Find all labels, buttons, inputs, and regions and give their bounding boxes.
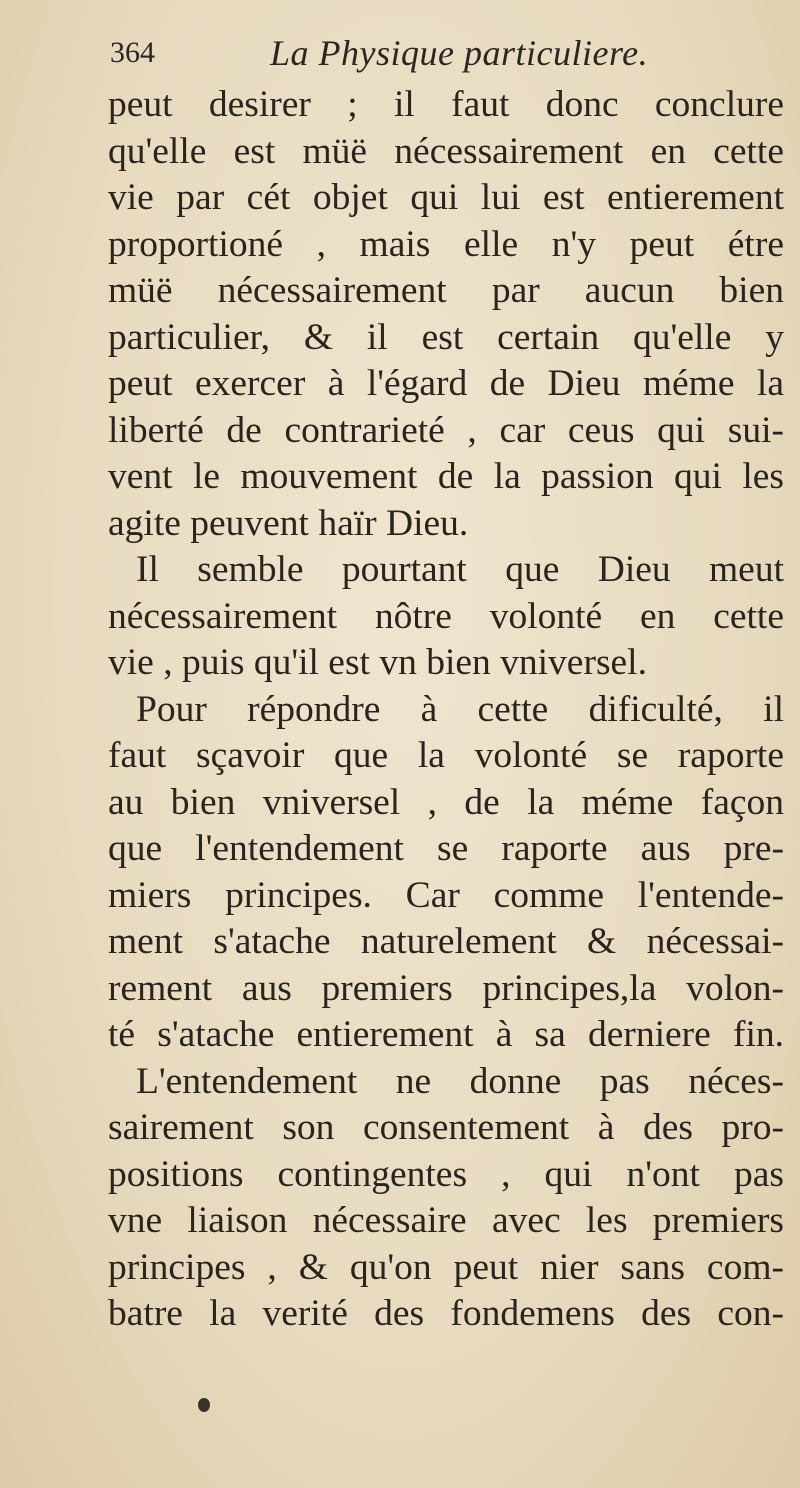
paragraph-start: Il semble pourtant que Dieu meut <box>136 549 784 590</box>
text-line: principes , & qu'on peut nier sans com- <box>108 1246 784 1288</box>
running-title: La Physique particuliere. <box>270 33 649 73</box>
text-line: proportioné , mais elle n'y peut étre <box>108 223 784 265</box>
ink-spot <box>198 1398 210 1412</box>
text-line: vent le mouvement de la passion qui les <box>108 456 784 497</box>
text-line: au bien vniversel , de la méme façon <box>108 781 784 823</box>
text-line: faut sçavoir que la volonté se raporte <box>108 735 784 776</box>
text-line: ment s'atache naturelement & nécessai- <box>108 921 784 962</box>
text-line: liberté de contrarieté , car ceus qui sui- <box>108 409 784 451</box>
text-line: nécessairement nôtre volonté en cette <box>108 595 784 637</box>
text-line: rement aus premiers principes,la volon- <box>108 967 784 1009</box>
body-text <box>108 82 784 1338</box>
text-line: particulier, & il est certain qu'elle y <box>108 316 784 358</box>
text-line: müë nécessairement par aucun bien <box>108 270 784 311</box>
text-line: positions contingentes , qui n'ont pas <box>108 1153 784 1195</box>
text-line: agite peuvent haïr Dieu. <box>108 502 469 544</box>
text-line: miers principes. Car comme l'entende- <box>108 874 784 916</box>
text-line: qu'elle est müë nécessairement en cette <box>108 130 784 172</box>
text-line: que l'entendement se raporte aus pre- <box>108 828 784 869</box>
paragraph-start: Pour répondre à cette dificulté, il <box>136 688 784 730</box>
text-line: vne liaison nécessaire avec les premiers <box>108 1200 784 1241</box>
page-header <box>110 30 770 82</box>
text-line: vie , puis qu'il est vn bien vniversel. <box>108 642 647 683</box>
text-line: sairement son consentement à des pro- <box>108 1107 784 1148</box>
text-line: batre la verité des fondemens des con- <box>108 1293 784 1334</box>
text-line: peut exercer à l'égard de Dieu méme la <box>108 363 784 404</box>
paragraph-start: L'entendement ne donne pas néces- <box>136 1060 784 1102</box>
text-line: té s'atache entierement à sa derniere fin. <box>108 1014 784 1055</box>
text-line: vie par cét objet qui lui est entierement <box>108 177 784 218</box>
page-number: 364 <box>110 36 155 69</box>
text-line: peut desirer ; il faut donc conclure <box>108 84 784 125</box>
